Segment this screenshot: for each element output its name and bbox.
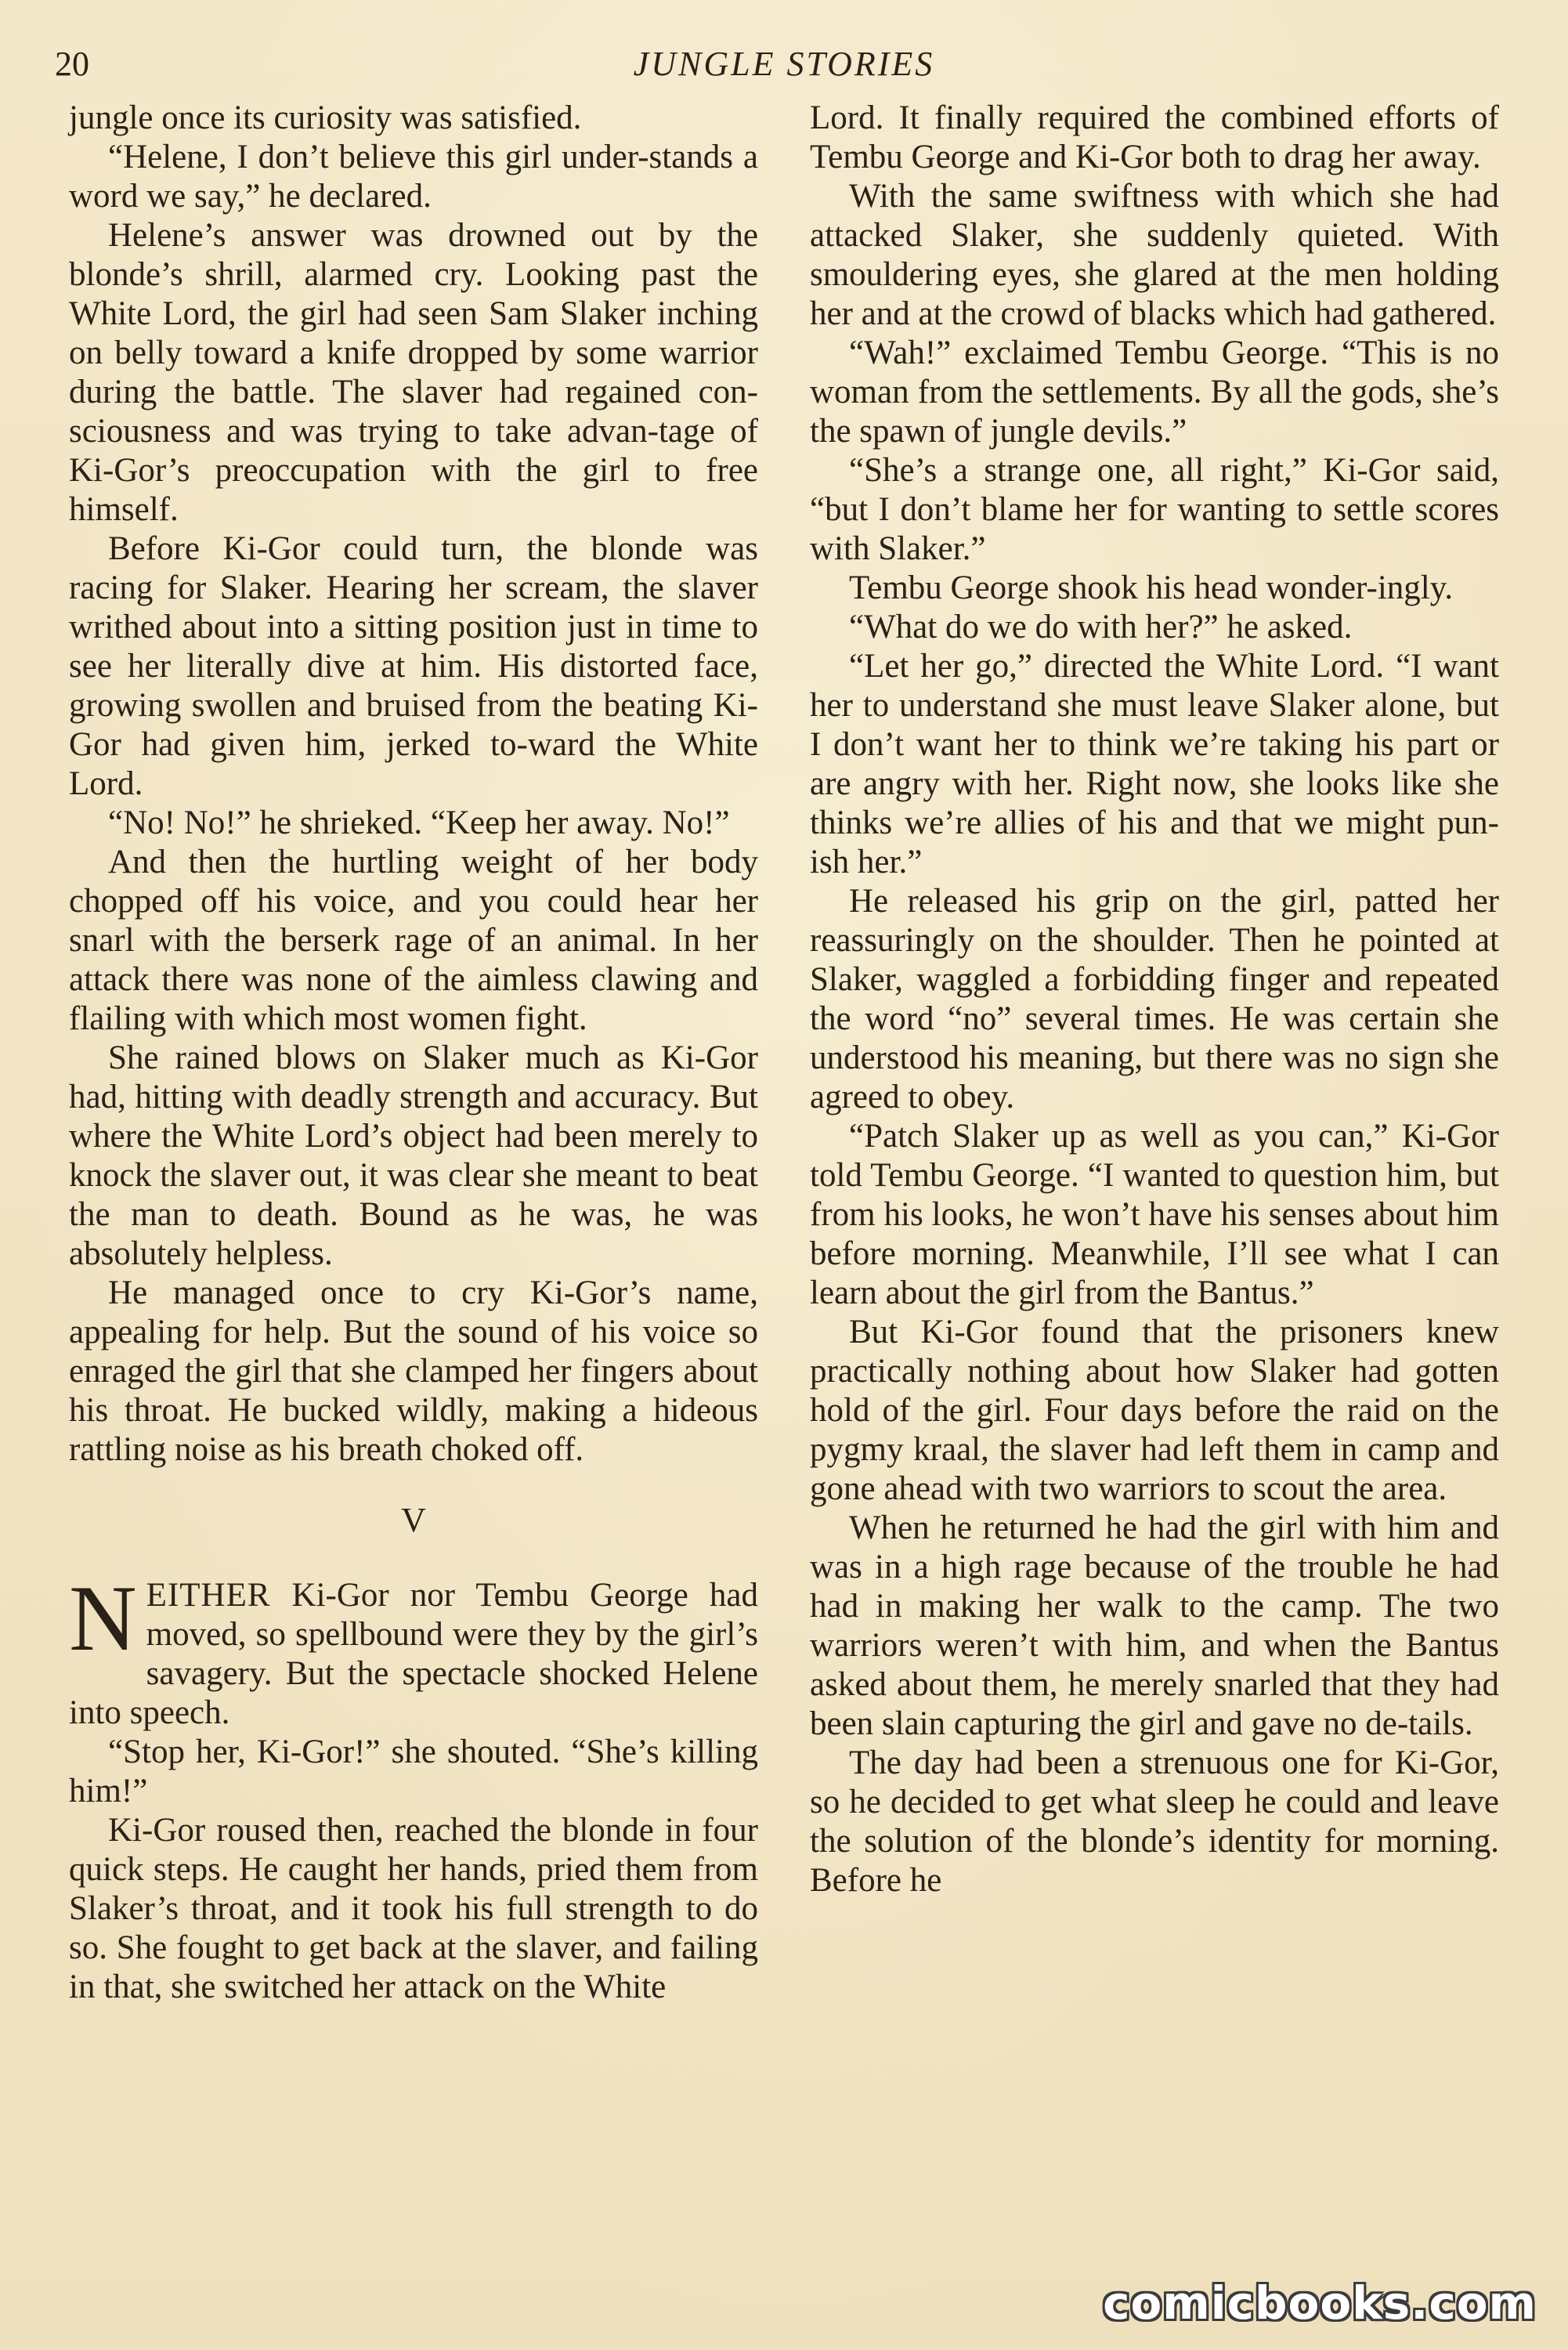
paragraph: “Stop her, Ki-Gor!” she shouted. “She’s killing him!” bbox=[69, 1734, 758, 1810]
paragraph: When he returned he had the girl with him and was in a high rage because of the trouble he had had in making her walk to the camp. The two warriors weren’t with him, and when the Bantus asked about them, he merely snarled that they had been slain capturing the girl and gave no de-tails. bbox=[810, 1509, 1499, 1742]
paragraph: “She’s a strange one, all right,” Ki-Gor said, “but I don’t blame her for wanting to settle scores with Slaker.” bbox=[810, 452, 1499, 567]
paragraph: “What do we do with her?” he asked. bbox=[849, 609, 1353, 645]
paragraph: He managed once to cry Ki-Gor’s name, appealing for help. But the sound of his voice so enraged the girl that she clamped her fingers about his throat. He bucked wildly, making a hideous rattling noise as his breath choked off. bbox=[69, 1274, 758, 1468]
paragraph: Helene’s answer was drowned out by the blonde’s shrill, alarmed cry. Looking past the White Lord, the girl had seen Sam Slaker inching on belly toward a knife dropped by some warrior during the battle. The slaver had regained con-sciousness and was trying to take advan-tage of Ki-Gor’s preoccupation with the girl to free himself. bbox=[69, 217, 758, 528]
left-column bbox=[69, 99, 758, 2007]
paragraph: And then the hurtling weight of her body chopped off his voice, and you could hear her snarl with the berserk rage of an animal. In her attack there was none of the aimless clawing and flailing with which most women fight. bbox=[69, 844, 758, 1037]
paragraph: Lord. It finally required the combined efforts of Tembu George and Ki-Gor both to drag her away. bbox=[810, 99, 1499, 175]
site-watermark: comicbooks.com bbox=[1103, 2276, 1537, 2330]
page-header bbox=[55, 44, 1513, 91]
paragraph: jungle once its curiosity was satisfied. bbox=[69, 99, 582, 136]
page-number: 20 bbox=[55, 45, 89, 83]
paragraph: “Patch Slaker up as well as you can,” Ki-Gor told Tembu George. “I wanted to question him, but from his looks, he won’t have his senses about him before morning. Meanwhile, I’ll see what I can learn about the girl from the Bantus.” bbox=[810, 1118, 1499, 1311]
running-title: JUNGLE STORIES bbox=[633, 45, 935, 83]
paragraph: “Let her go,” directed the White Lord. “I want her to understand she must leave Slaker alone, but I don’t want her to think we’re taking his part or are angry with her. Right now, she looks like she thinks we’re allies of his and that we might pun-ish her.” bbox=[810, 648, 1499, 880]
paragraph: He released his grip on the girl, patted her reassuringly on the shoulder. Then he pointed at Slaker, waggled a forbidding finger and repeated the word “no” several times. He was certain she understood his meaning, but there was no sign she agreed to obey. bbox=[810, 883, 1499, 1115]
paragraph: With the same swiftness with which she had attacked Slaker, she suddenly quieted. With smouldering eyes, she glared at the men holding her and at the crowd of blacks which had gathered. bbox=[810, 178, 1499, 332]
small-caps-word: EITHER bbox=[146, 1577, 271, 1614]
dropcap-paragraph-text: Ki-Gor nor Tembu George had moved, so spellbound were they by the girl’s savagery. But the spectacle shocked Helene into speech. bbox=[69, 1577, 758, 1731]
right-column bbox=[810, 99, 1499, 1900]
paragraph: She rained blows on Slaker much as Ki-Gor had, hitting with deadly strength and accuracy. But where the White Lord’s object had been merely to knock the slaver out, it was clear she meant to beat the man to death. Bound as he was, he was absolutely helpless. bbox=[69, 1039, 758, 1272]
paragraph: “Helene, I don’t believe this girl under-stands a word we say,” he declared. bbox=[69, 139, 758, 215]
paragraph: Before Ki-Gor could turn, the blonde was racing for Slaker. Hearing her scream, the slaver writhed about into a sitting position just in time to see her literally dive at him. His distorted face, growing swollen and bruised from the beating Ki-Gor had given him, jerked to-ward the White Lord. bbox=[69, 530, 758, 802]
paragraph: “No! No!” he shrieked. “Keep her away. No!” bbox=[108, 804, 730, 841]
text-columns bbox=[69, 99, 1499, 2316]
paragraph: The day had been a strenuous one for Ki-Gor, so he decided to get what sleep he could and leave the solution of the blonde’s identity for morning. Before he bbox=[810, 1744, 1499, 1899]
paragraph: But Ki-Gor found that the prisoners knew practically nothing about how Slaker had gotten hold of the girl. Four days before the raid on the pygmy kraal, the slaver had left them in camp and gone ahead with two warriors to scout the area. bbox=[810, 1314, 1499, 1507]
paragraph: Ki-Gor roused then, reached the blonde in four quick steps. He caught her hands, pried them from Slaker’s throat, and it took his full strength to do so. She fought to get back at the slaver, and failing in that, she switched her attack on the White bbox=[69, 1812, 758, 2005]
section-heading: V bbox=[401, 1501, 426, 1539]
paragraph: “Wah!” exclaimed Tembu George. “This is no woman from the settlements. By all the gods, she’s the spawn of jungle devils.” bbox=[810, 334, 1499, 450]
paragraph: Tembu George shook his head wonder-ingly. bbox=[849, 569, 1454, 606]
dropcap-paragraph bbox=[69, 1566, 758, 1733]
drop-cap-letter: N bbox=[69, 1566, 137, 1670]
